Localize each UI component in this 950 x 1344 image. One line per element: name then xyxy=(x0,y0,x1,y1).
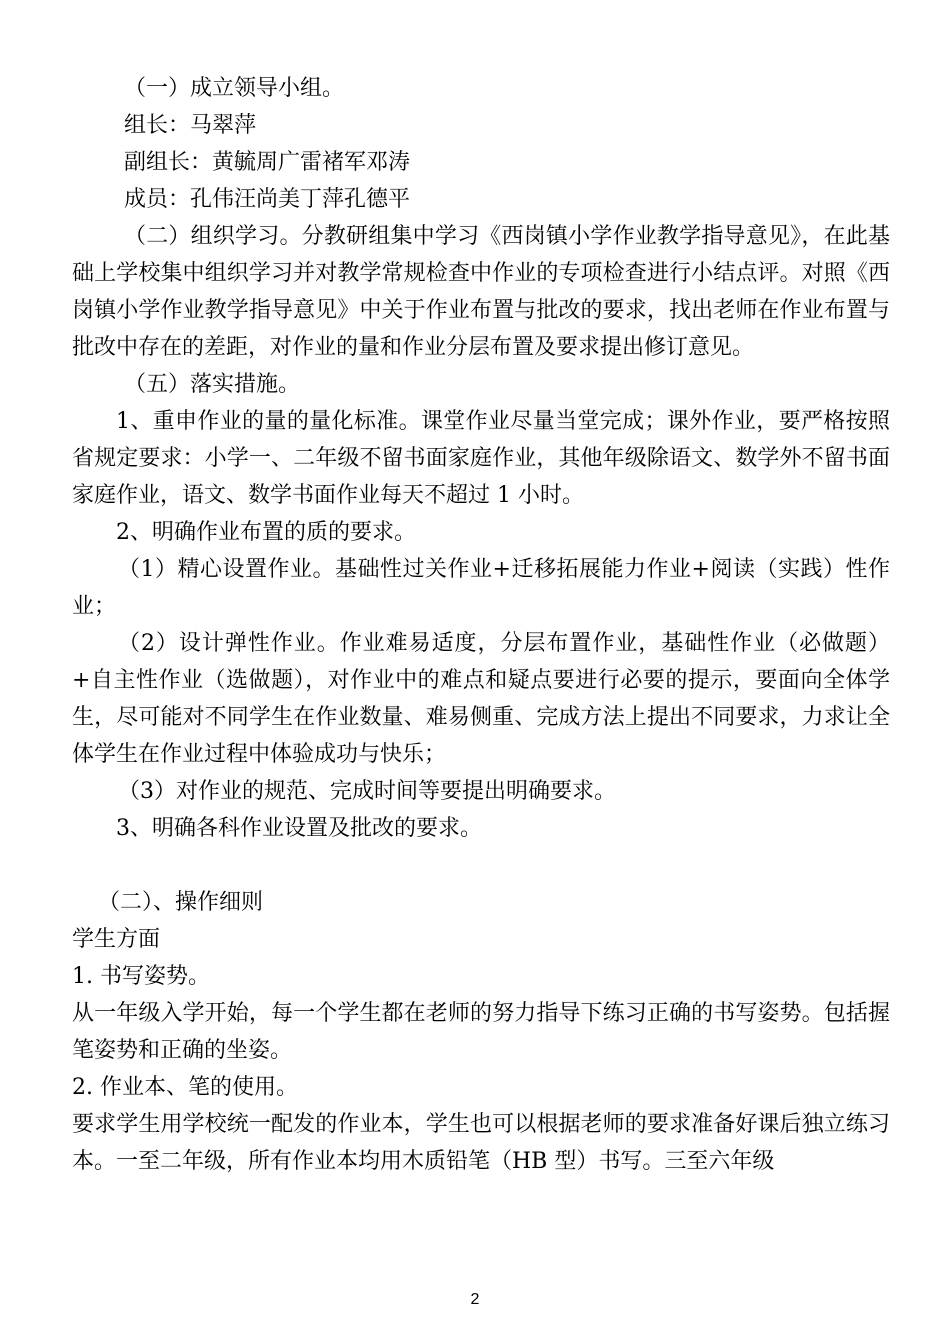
deputy-leader-line: 副组长：黄毓周广雷褚军邓涛 xyxy=(124,150,411,175)
members-line: 成员：孔伟汪尚美丁萍孔德平 xyxy=(124,187,411,212)
item-1-paragraph: 从一年级入学开始，每一个学生都在老师的努力指导下练习正确的书写姿势。包括握笔姿势和正确的坐姿。 xyxy=(72,1001,890,1063)
measure-2-item-1: （1）精心设置作业。基础性过关作业+迁移拓展能力作业+阅读（实践）性作业； xyxy=(72,557,890,619)
measure-2-item-2: （2）设计弹性作业。作业难易适度，分层布置作业，基础性作业（必做题）+自主性作业（选做题），对作业中的难点和疑点要进行必要的提示，要面向全体学生，尽可能对不同学生在作业数量、难易侧重、完成方法上提出不同要求，力求让全体学生在作业过程中体验成功与快乐； xyxy=(72,631,890,767)
page-number: 2 xyxy=(470,1291,480,1308)
item-1-heading: 1. 书写姿势。 xyxy=(72,964,210,989)
measure-3-heading: 3、明确各科作业设置及批改的要求。 xyxy=(116,816,482,841)
student-aspect-heading: 学生方面 xyxy=(72,927,161,952)
section-heading-operation-details: （二）、操作细则 xyxy=(98,890,264,915)
section-heading-leadership-group: （一）成立领导小组。 xyxy=(124,76,345,101)
document-body xyxy=(72,70,890,1180)
organize-study-paragraph: （二）组织学习。分教研组集中学习《西岗镇小学作业教学指导意见》，在此基础上学校集中组织学习并对教学常规检查中作业的专项检查进行小结点评。对照《西岗镇小学作业教学指导意见》中关于作业布置与批改的要求，找出老师在作业布置与批改中存在的差距，对作业的量和作业分层布置及要求提出修订意见。 xyxy=(72,224,890,360)
measure-2-heading: 2、明确作业布置的质的要求。 xyxy=(116,520,416,545)
item-2-heading: 2. 作业本、笔的使用。 xyxy=(72,1075,298,1100)
measure-2-item-3: （3）对作业的规范、完成时间等要提出明确要求。 xyxy=(118,779,616,804)
section-heading-measures: （五）落实措施。 xyxy=(124,372,301,397)
item-2-paragraph: 要求学生用学校统一配发的作业本，学生也可以根据老师的要求准备好课后独立练习本。一至二年级，所有作业本均用木质铅笔（HB 型）书写。三至六年级 xyxy=(72,1112,890,1174)
group-leader-line: 组长：马翠萍 xyxy=(124,113,257,138)
measure-1-paragraph: 1、重申作业的量的量化标准。课堂作业尽量当堂完成；课外作业，要严格按照省规定要求：小学一、二年级不留书面家庭作业，其他年级除语文、数学外不留书面家庭作业，语文、数学书面作业每天不超过 1 小时。 xyxy=(72,409,890,508)
blank-line xyxy=(72,847,890,884)
